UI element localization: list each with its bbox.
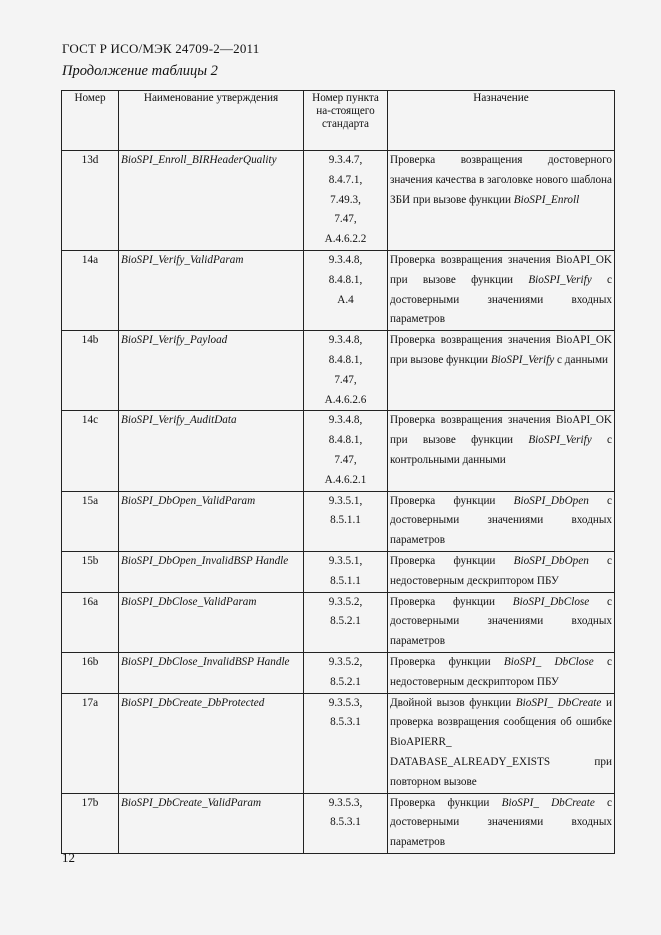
purpose-cell bbox=[388, 652, 615, 693]
assertion-name-cell: BioSPI_DbClose_ValidParam bbox=[119, 592, 304, 652]
row-number-cell: 15a bbox=[62, 491, 119, 551]
function-name-text: BioSPI_Enroll bbox=[513, 193, 580, 206]
clause-reference-line: 8.4.8.1, bbox=[328, 353, 363, 366]
table-continuation-title: Продолжение таблицы 2 bbox=[62, 63, 218, 79]
clause-reference-cell bbox=[304, 331, 388, 411]
clause-reference-line: 9.3.5.3, bbox=[328, 796, 363, 809]
function-name-text: BioSPI_DbOpen bbox=[513, 554, 589, 567]
clause-reference-cell bbox=[304, 551, 388, 592]
clause-reference-cell bbox=[304, 793, 388, 853]
assertion-name-cell: BioSPI_DbOpen_InvalidBSP Handle bbox=[119, 551, 304, 592]
purpose-text: Проверка возвращения достоверного значения качества в заголовке нового шаблона ЗБИ при вызове функции bbox=[390, 154, 612, 206]
purpose-cell bbox=[388, 250, 615, 330]
row-number-cell: 13d bbox=[62, 151, 119, 251]
row-number-cell: 14b bbox=[62, 331, 119, 411]
clause-reference-line: 8.5.1.1 bbox=[330, 514, 361, 527]
purpose-text: Проверка возвращения значения BioAPI_OK при вызове функции bbox=[390, 253, 612, 286]
column-header-clause-number: Номер пункта на-стоящего стандарта bbox=[304, 91, 388, 151]
clause-reference-line: A.4.6.2.6 bbox=[324, 393, 367, 406]
table-row bbox=[62, 693, 615, 793]
purpose-text: Проверка возвращения значения BioAPI_OK при вызове функции bbox=[390, 334, 612, 366]
page-number: 12 bbox=[62, 850, 75, 865]
clause-reference-cell bbox=[304, 411, 388, 491]
purpose-text: с недостоверным дескриптором ПБУ bbox=[390, 655, 612, 688]
row-number-cell: 17a bbox=[62, 693, 119, 793]
row-number-cell: 15b bbox=[62, 551, 119, 592]
row-number-cell: 14c bbox=[62, 411, 119, 491]
clause-reference-line: 9.3.5.3, bbox=[328, 696, 363, 709]
purpose-text: Проверка функции bbox=[390, 655, 504, 668]
clause-reference-line: 9.3.5.1, bbox=[328, 554, 363, 567]
assertions-table bbox=[61, 90, 615, 854]
clause-reference-cell bbox=[304, 693, 388, 793]
purpose-cell bbox=[388, 592, 615, 652]
clause-reference-line: 8.5.2.1 bbox=[330, 675, 361, 688]
clause-reference-line: 7.47, bbox=[334, 453, 357, 466]
purpose-text: Двойной вызов функции bbox=[390, 696, 516, 709]
assertion-name-cell: BioSPI_Verify_Payload bbox=[119, 331, 304, 411]
table-row bbox=[62, 250, 615, 330]
column-header-purpose: Назначение bbox=[388, 91, 615, 151]
table-row bbox=[62, 793, 615, 853]
purpose-text: с контрольными данными bbox=[390, 434, 612, 466]
purpose-text: Проверка функции bbox=[390, 494, 514, 507]
table-row bbox=[62, 491, 615, 551]
clause-reference-cell bbox=[304, 250, 388, 330]
clause-reference-line: 9.3.4.8, bbox=[328, 334, 363, 347]
purpose-cell bbox=[388, 331, 615, 411]
column-header-number: Номер bbox=[62, 91, 119, 151]
clause-reference-line: 9.3.4.8, bbox=[328, 414, 363, 427]
clause-reference-line: 9.3.4.7, bbox=[328, 154, 363, 166]
purpose-cell bbox=[388, 151, 615, 251]
function-name-text: BioSPI_DbOpen bbox=[513, 494, 589, 507]
clause-reference-line: 7.47, bbox=[334, 373, 357, 386]
purpose-text: с недостоверным дескриптором ПБУ bbox=[390, 554, 612, 587]
clause-reference-line: 7.47, bbox=[334, 213, 357, 226]
row-number-cell: 16b bbox=[62, 652, 119, 693]
purpose-text: с достоверными значениями входных параметров bbox=[390, 796, 612, 849]
column-header-assertion-name: Наименование утверждения bbox=[119, 91, 304, 151]
clause-reference-cell bbox=[304, 491, 388, 551]
clause-reference-line: 9.3.5.1, bbox=[328, 494, 363, 507]
assertion-name-cell: BioSPI_DbCreate_ValidParam bbox=[119, 793, 304, 853]
clause-reference-cell bbox=[304, 652, 388, 693]
clause-reference-line: 8.5.1.1 bbox=[330, 574, 361, 587]
table-row bbox=[62, 551, 615, 592]
purpose-text: Проверка возвращения значения BioAPI_OK при вызове функции bbox=[390, 414, 612, 447]
purpose-cell bbox=[388, 411, 615, 491]
table-body bbox=[62, 151, 615, 854]
purpose-cell bbox=[388, 491, 615, 551]
purpose-text: с достоверными значениями входных параметров bbox=[390, 273, 612, 326]
assertion-name-cell: BioSPI_DbCreate_DbProtected bbox=[119, 693, 304, 793]
table-row bbox=[62, 151, 615, 251]
assertion-name-cell: BioSPI_Verify_ValidParam bbox=[119, 250, 304, 330]
clause-reference-line: 8.4.8.1, bbox=[328, 273, 363, 286]
function-name-text: BioSPI_DbClose bbox=[512, 595, 590, 608]
row-number-cell: 14a bbox=[62, 250, 119, 330]
function-name-text: BioSPI_Verify bbox=[528, 273, 592, 286]
assertion-name-cell: BioSPI_Enroll_BIRHeaderQuality bbox=[119, 151, 304, 251]
clause-reference-line: 8.5.2.1 bbox=[330, 615, 361, 628]
table-row bbox=[62, 331, 615, 411]
purpose-text: с достоверными значениями входных параметров bbox=[390, 494, 612, 547]
purpose-cell bbox=[388, 693, 615, 793]
table-row bbox=[62, 652, 615, 693]
purpose-text: Проверка функции bbox=[390, 595, 513, 608]
purpose-cell bbox=[388, 551, 615, 592]
clause-reference-cell bbox=[304, 592, 388, 652]
clause-reference-line: A.4 bbox=[337, 293, 354, 306]
clause-reference-line: 9.3.5.2, bbox=[328, 595, 363, 608]
row-number-cell: 16a bbox=[62, 592, 119, 652]
function-name-text: BioSPI_ DbCreate bbox=[515, 696, 602, 709]
clause-reference-line: A.4.6.2.2 bbox=[324, 233, 367, 246]
clause-reference-line: 7.49.3, bbox=[330, 193, 361, 206]
purpose-text: Проверка функции bbox=[390, 796, 502, 809]
function-name-text: BioSPI_ DbClose bbox=[503, 655, 594, 668]
clause-reference-line: 8.5.3.1 bbox=[330, 716, 361, 729]
row-number-cell: 17b bbox=[62, 793, 119, 853]
table-row bbox=[62, 411, 615, 491]
clause-reference-line: 8.4.8.1, bbox=[328, 434, 363, 447]
clause-reference-line: 9.3.4.8, bbox=[328, 253, 363, 266]
function-name-text: BioSPI_Verify bbox=[490, 353, 555, 366]
function-name-text: BioSPI_Verify bbox=[528, 434, 592, 447]
purpose-text: с данными bbox=[554, 353, 609, 366]
purpose-text: с достоверными значениями входных параметров bbox=[390, 595, 612, 648]
assertion-name-cell: BioSPI_Verify_AuditData bbox=[119, 411, 304, 491]
document-standard-code: ГОСТ Р ИСО/МЭК 24709-2—2011 bbox=[62, 41, 260, 56]
table-row bbox=[62, 592, 615, 652]
function-name-text: BioSPI_ DbCreate bbox=[501, 796, 595, 809]
purpose-cell bbox=[388, 793, 615, 853]
purpose-text: Проверка функции bbox=[390, 554, 514, 567]
clause-reference-line: 8.4.7.1, bbox=[328, 173, 363, 186]
clause-reference-line: 9.3.5.2, bbox=[328, 655, 363, 668]
clause-reference-cell bbox=[304, 151, 388, 251]
clause-reference-line: 8.5.3.1 bbox=[330, 816, 361, 829]
clause-reference-line: A.4.6.2.1 bbox=[324, 473, 367, 486]
table-header-row bbox=[62, 91, 615, 151]
purpose-text: и проверка возвращения сообщения об ошибке BioAPIERR_ DATABASE_ALREADY_EXISTS при повторном вызове bbox=[390, 696, 612, 788]
assertion-name-cell: BioSPI_DbOpen_ValidParam bbox=[119, 491, 304, 551]
assertion-name-cell: BioSPI_DbClose_InvalidBSP Handle bbox=[119, 652, 304, 693]
